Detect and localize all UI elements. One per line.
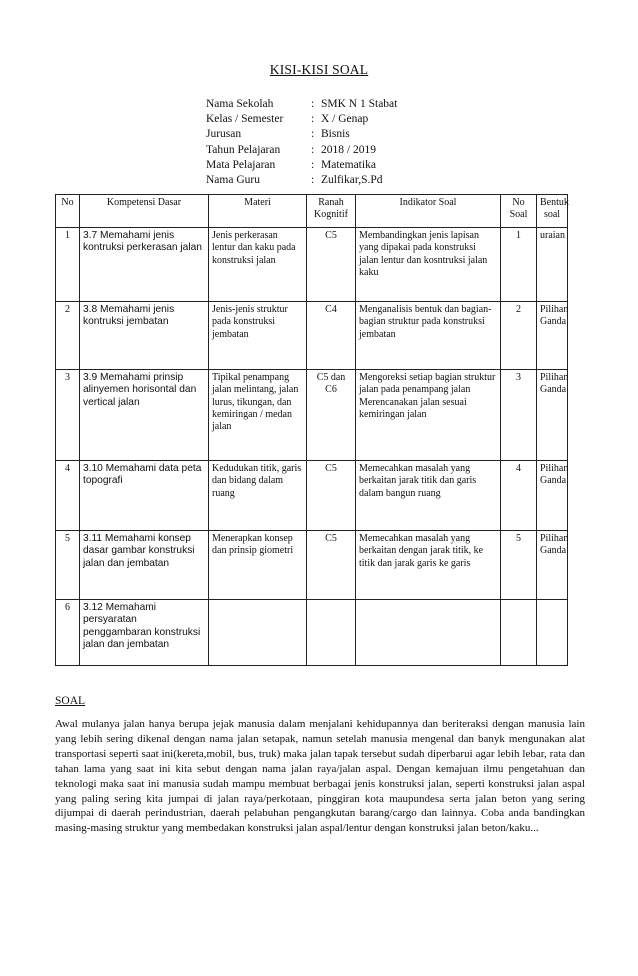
- info-value: Matematika: [321, 158, 376, 171]
- info-value: X / Genap: [321, 113, 369, 126]
- info-separator: :: [311, 158, 315, 171]
- cell-ranah: C4: [307, 302, 356, 370]
- header-kompetensi: Kompetensi Dasar: [80, 195, 209, 228]
- table-row: [56, 600, 568, 666]
- table-row: [56, 370, 568, 461]
- cell-no-soal: 1: [501, 228, 537, 302]
- info-value: Bisnis: [321, 128, 350, 141]
- cell-materi: Menerapkan konsep dan prinsip giometri: [209, 531, 307, 600]
- cell-kompetensi: 3.8 Memahami jenis kontruksi jembatan: [80, 302, 209, 370]
- cell-no-soal: 3: [501, 370, 537, 461]
- cell-no-soal: [501, 600, 537, 666]
- cell-materi: Kedudukan titik, garis dan bidang dalam ruang: [209, 461, 307, 531]
- kisi-kisi-table: [55, 194, 568, 666]
- cell-indikator: Mengoreksi setiap bagian struktur jalan pada penampang jalan Merencanakan jalan sesuai kemiringan jalan: [356, 370, 501, 461]
- info-separator: :: [311, 113, 315, 126]
- cell-indikator: Memecahkan masalah yang berkaitan jarak titik dan garis dalam bangun ruang: [356, 461, 501, 531]
- cell-no-soal: 5: [501, 531, 537, 600]
- table-row: [56, 461, 568, 531]
- cell-no: 2: [56, 302, 80, 370]
- info-separator: :: [311, 173, 315, 186]
- info-row-year: [206, 143, 397, 158]
- info-label: Jurusan: [206, 128, 242, 141]
- header-bentuk: Bentuk soal: [537, 195, 568, 228]
- cell-no: 5: [56, 531, 80, 600]
- cell-kompetensi: 3.10 Memahami data peta topografi: [80, 461, 209, 531]
- school-info: [206, 97, 397, 188]
- soal-heading: SOAL: [55, 695, 86, 707]
- info-label: Kelas / Semester: [206, 113, 284, 126]
- info-value: SMK N 1 Stabat: [321, 98, 398, 110]
- cell-bentuk: uraian: [537, 228, 568, 302]
- info-separator: :: [311, 98, 315, 110]
- cell-indikator: Membandingkan jenis lapisan yang dipakai pada konstruksi jalan lentur dan kosntruksi jalan kaku: [356, 228, 501, 302]
- cell-kompetensi: 3.11 Memahami konsep dasar gambar konstruksi jalan dan jembatan: [80, 531, 209, 600]
- cell-indikator: Menganalisis bentuk dan bagian- bagian struktur pada konstruksi jembatan: [356, 302, 501, 370]
- cell-indikator: [356, 600, 501, 666]
- cell-ranah: [307, 600, 356, 666]
- info-label: Tahun Pelajaran: [206, 143, 281, 156]
- header-indikator: Indikator Soal: [356, 195, 501, 228]
- header-no-soal: No Soal: [501, 195, 537, 228]
- cell-bentuk: [537, 600, 568, 666]
- cell-materi: Tipikal penampang jalan melintang, jalan lurus, tikungan, dan kemiringan / medan jalan: [209, 370, 307, 461]
- info-separator: :: [311, 128, 315, 141]
- info-label: Mata Pelajaran: [206, 158, 276, 171]
- cell-ranah: C5: [307, 228, 356, 302]
- info-row-school: [206, 97, 397, 112]
- cell-materi: Jenis perkerasan lentur dan kaku pada konstruksi jalan: [209, 228, 307, 302]
- info-row-teacher: [206, 173, 397, 188]
- header-ranah: Ranah Kognitif: [307, 195, 356, 228]
- cell-indikator: Memecahkan masalah yang berkaitan dengan jarak titik, ke titik dan jarak garis ke garis: [356, 531, 501, 600]
- cell-bentuk: Pilihan Ganda: [537, 302, 568, 370]
- info-value: Zulfikar,S.Pd: [321, 173, 383, 186]
- cell-no: 6: [56, 600, 80, 666]
- soal-question-text: Awal mulanya jalan hanya berupa jejak manusia dalam menjalani kehidupannya dan beriteraksi dengan manusia lain yang lebih sering dikenal dengan nama jalan setapak, namun setelah manusia mengenal dan banyk mengunakan alat transportasi seperti saat ini(kereta,mobil, bus, truk) maka jalan tapak tersebut sudah diperbarui agar lebih lebar, rata dan tahan lama yang saat ini kita sebut dengan nama jalan raya/jalan aspal. Dengan kemajuan ilmu pengetahuan dan teknologi maka saat ini manusia sudah mampu membuat berbagai jenis konstruksi jalan, seperti konstruksi jalan aspal yang paling sering kita jumpai di jalan raya/perkotaan, pinggiran kota maupundesa serta jalan beton yang sering dijumpai di daerah perindustrian, daerah pelabuhan pengangkutan barang/cargo dan lainnya. Coba anda bandingkan masing-masing struktur yang membedakan konstruksi jalan aspal/lentur dengan konstruksi jalan beton/kaku...: [55, 718, 585, 835]
- cell-kompetensi: 3.7 Memahami jenis kontruksi perkerasan jalan: [80, 228, 209, 302]
- table-row: [56, 228, 568, 302]
- table-row: [56, 302, 568, 370]
- cell-no: 1: [56, 228, 80, 302]
- cell-bentuk: Pilihan Ganda: [537, 531, 568, 600]
- cell-kompetensi: 3.9 Memahami prinsip alinyemen horisontal dan vertical jalan: [80, 370, 209, 461]
- info-row-subject: [206, 158, 397, 173]
- cell-ranah: C5: [307, 461, 356, 531]
- info-label: Nama Guru: [206, 173, 260, 186]
- cell-materi: Jenis-jenis struktur pada konstruksi jembatan: [209, 302, 307, 370]
- cell-kompetensi: 3.12 Memahami persyaratan penggambaran konstruksi jalan dan jembatan: [80, 600, 209, 666]
- cell-no: 3: [56, 370, 80, 461]
- info-row-major: [206, 127, 397, 142]
- info-separator: :: [311, 143, 315, 156]
- cell-materi: [209, 600, 307, 666]
- info-value: 2018 / 2019: [321, 143, 376, 156]
- table-header-row: [56, 195, 568, 228]
- page-title: KISI-KISI SOAL: [269, 62, 369, 77]
- table-row: [56, 531, 568, 600]
- cell-no-soal: 4: [501, 461, 537, 531]
- info-row-class: [206, 112, 397, 127]
- cell-ranah: C5 dan C6: [307, 370, 356, 461]
- cell-bentuk: Pilihan Ganda: [537, 461, 568, 531]
- cell-no-soal: 2: [501, 302, 537, 370]
- cell-bentuk: Pilihan Ganda: [537, 370, 568, 461]
- info-label: Nama Sekolah: [206, 98, 274, 110]
- cell-no: 4: [56, 461, 80, 531]
- header-no: No: [56, 195, 80, 228]
- header-materi: Materi: [209, 195, 307, 228]
- cell-ranah: C5: [307, 531, 356, 600]
